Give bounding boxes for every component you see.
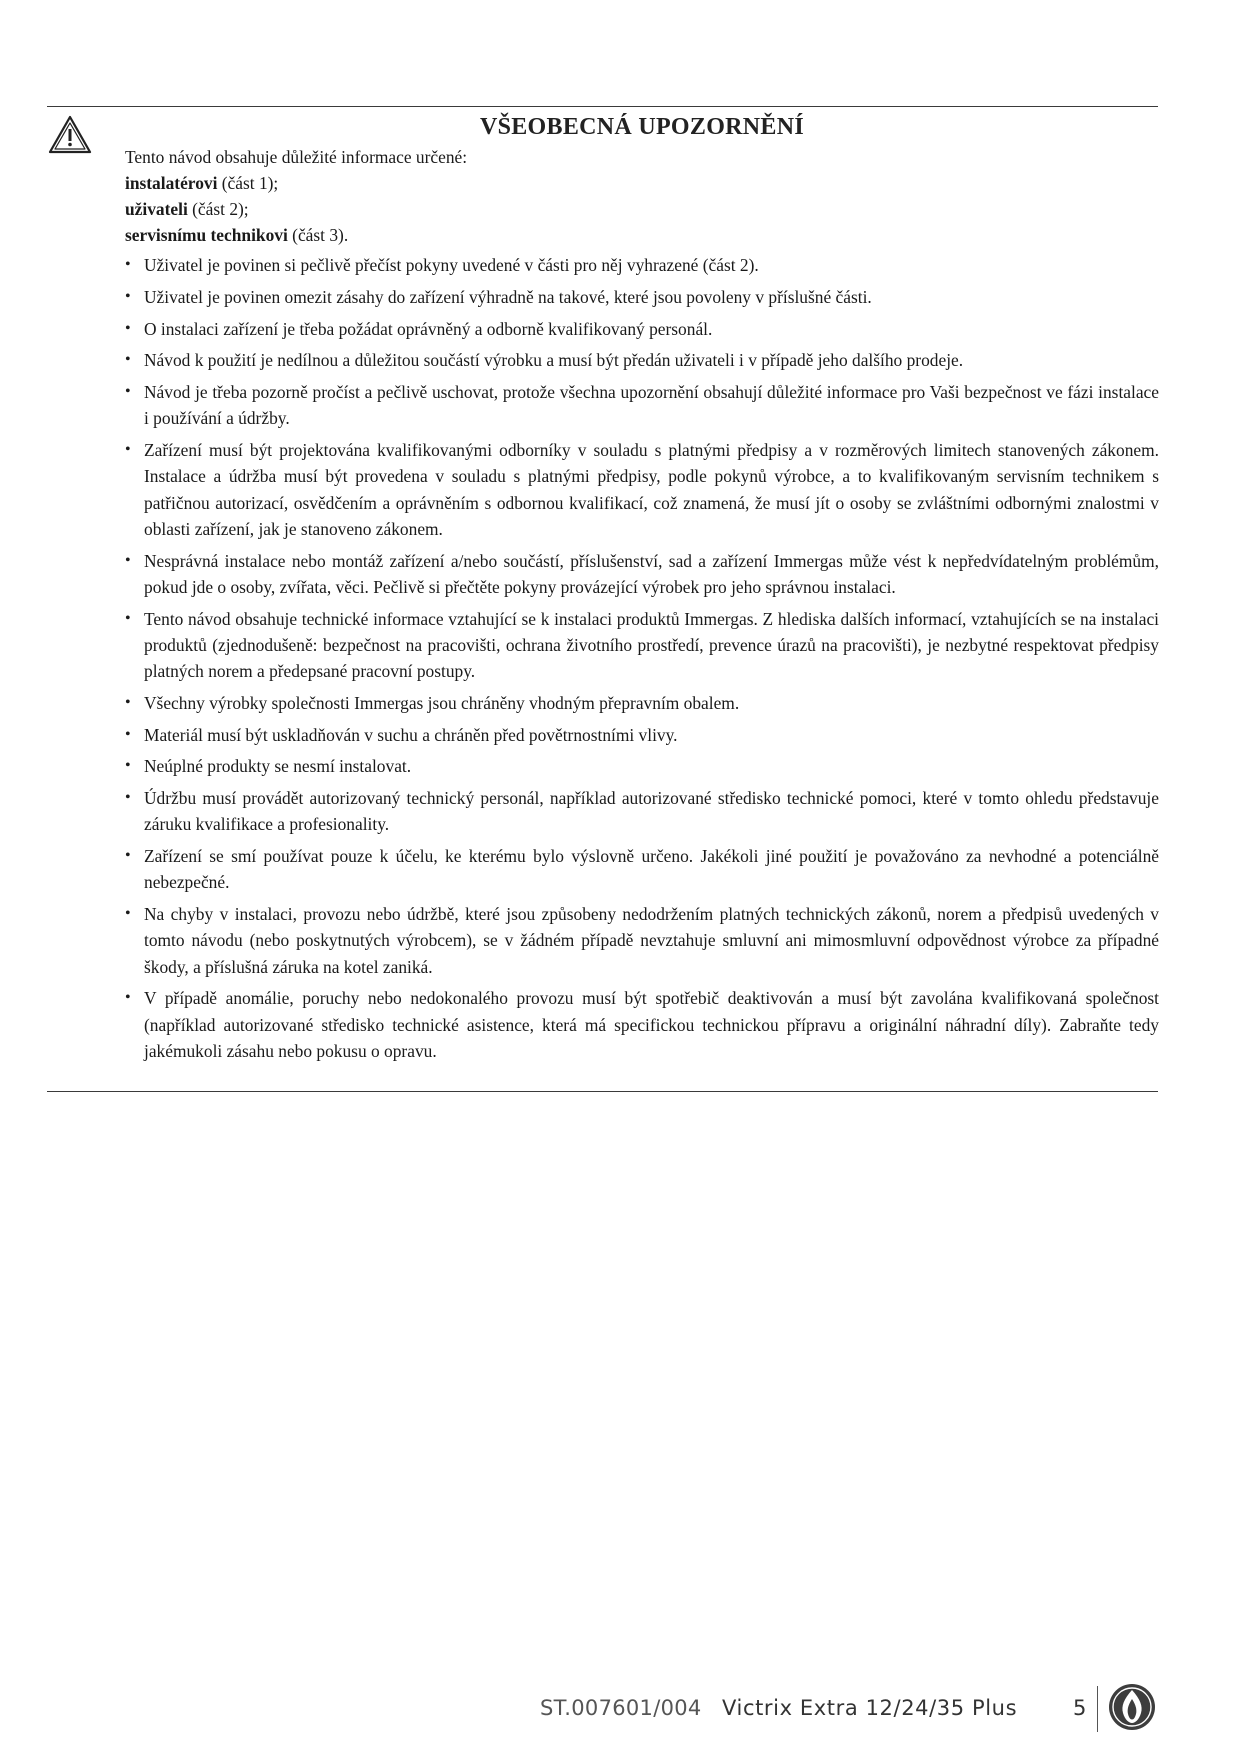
warning-triangle-icon — [48, 114, 92, 156]
immergas-flame-logo-icon — [1107, 1682, 1157, 1732]
list-item: • Nesprávná instalace nebo montáž zařízení a/nebo součástí, příslušenství, sad a zařízení Immergas může vést k nepředvídatelným problémům, pokud jde o osoby, zvířata, věci. Pečlivě si přečtěte pokyny provázející výrobek pro jeho správnou instalaci. — [125, 548, 1159, 600]
list-item: • Zařízení musí být projektována kvalifikovanými odborníky v souladu s platnými předpisy a v rozměrových limitech stanovených zákonem. Instalace a údržba musí být provedena v souladu s platnými předpisy, podle pokynů výrobce, a to kvalifikovaným servisním technikem s patřičnou autorizací, osvědčením a oprávněním s odbornou kvalifikací, což znamená, že musí jít o osoby se zvláštními odbornými znalostmi v oblasti zařízení, jak je stanoveno zákonem. — [125, 437, 1159, 542]
list-item: • Na chyby v instalaci, provozu nebo údržbě, které jsou způsobeny nedodržením platných technických zákonů, norem a předpisů uvedených v tomto návodu (nebo poskytnutých výrobcem), se v žádném případě nevztahuje smluvní ani mimosmluvní odpovědnost výrobce za případné škody, a příslušná záruka na kotel zaniká. — [125, 901, 1159, 980]
intro-line: Tento návod obsahuje důležité informace určené: — [125, 147, 468, 167]
bottom-rule — [47, 1091, 1158, 1092]
page-footer — [0, 1688, 1240, 1728]
list-item: • Návod k použití je nedílnou a důležitou součástí výrobku a musí být předán uživateli i v případě jeho dalšího prodeje. — [125, 347, 1159, 373]
list-item: • Uživatel je povinen si pečlivě přečíst pokyny uvedené v části pro něj vyhrazené (část 2). — [125, 252, 1159, 278]
page-number: 5 — [1073, 1696, 1087, 1720]
list-item: • O instalaci zařízení je třeba požádat oprávněný a odborně kvalifikovaný personál. — [125, 316, 1159, 342]
footer-divider — [1097, 1686, 1098, 1732]
warnings-section — [125, 106, 1159, 1070]
recipient-technician: servisnímu technikovi (část 3). — [125, 225, 349, 245]
recipient-user: uživateli (část 2); — [125, 199, 249, 219]
list-item: • Tento návod obsahuje technické informace vztahující se k instalaci produktů Immergas. Z hlediska dalších informací, vztahujících se na instalaci produktů (zjednodušeně: bezpečnost na pracovišti, ochrana životního prostředí, prevence úrazů na pracovišti), je nezbytné respektovat předpisy platných norem a předepsané pracovní postupy. — [125, 606, 1159, 685]
list-item: • Údržbu musí provádět autorizovaný technický personál, například autorizované středisko technické pomoci, které v tomto ohledu představuje záruku kvalifikace a profesionality. — [125, 785, 1159, 837]
list-item: • V případě anomálie, poruchy nebo nedokonalého provozu musí být spotřebič deaktivován a musí být zavolána kvalifikovaná společnost (například autorizované středisko technické asistence, která má specifickou technickou přípravu a originální náhradní díly). Zabraňte tedy jakémukoli zásahu nebo pokusu o opravu. — [125, 985, 1159, 1064]
document-code: ST.007601/004 — [540, 1696, 702, 1720]
warnings-list — [125, 252, 1159, 1064]
intro-block — [125, 144, 1159, 248]
list-item: • Návod je třeba pozorně pročíst a pečlivě uschovat, protože všechna upozornění obsahují důležité informace pro Vaši bezpečnost ve fázi instalace i používání a údržby. — [125, 379, 1159, 431]
section-title: VŠEOBECNÁ UPOZORNĚNÍ — [479, 114, 805, 140]
list-item: • Zařízení se smí používat pouze k účelu, ke kterému bylo výslovně určeno. Jakékoli jiné použití je považováno za nevhodné a potenciálně nebezpečné. — [125, 843, 1159, 895]
list-item: • Uživatel je povinen omezit zásahy do zařízení výhradně na takové, které jsou povoleny v příslušné části. — [125, 284, 1159, 310]
recipient-installer: instalatérovi (část 1); — [125, 173, 279, 193]
list-item: • Materiál musí být uskladňován v suchu a chráněn před povětrnostními vlivy. — [125, 722, 1159, 748]
list-item: • Neúplné produkty se nesmí instalovat. — [125, 753, 1159, 779]
list-item: • Všechny výrobky společnosti Immergas jsou chráněny vhodným přepravním obalem. — [125, 690, 1159, 716]
product-model: Victrix Extra 12/24/35 Plus — [722, 1696, 1018, 1720]
